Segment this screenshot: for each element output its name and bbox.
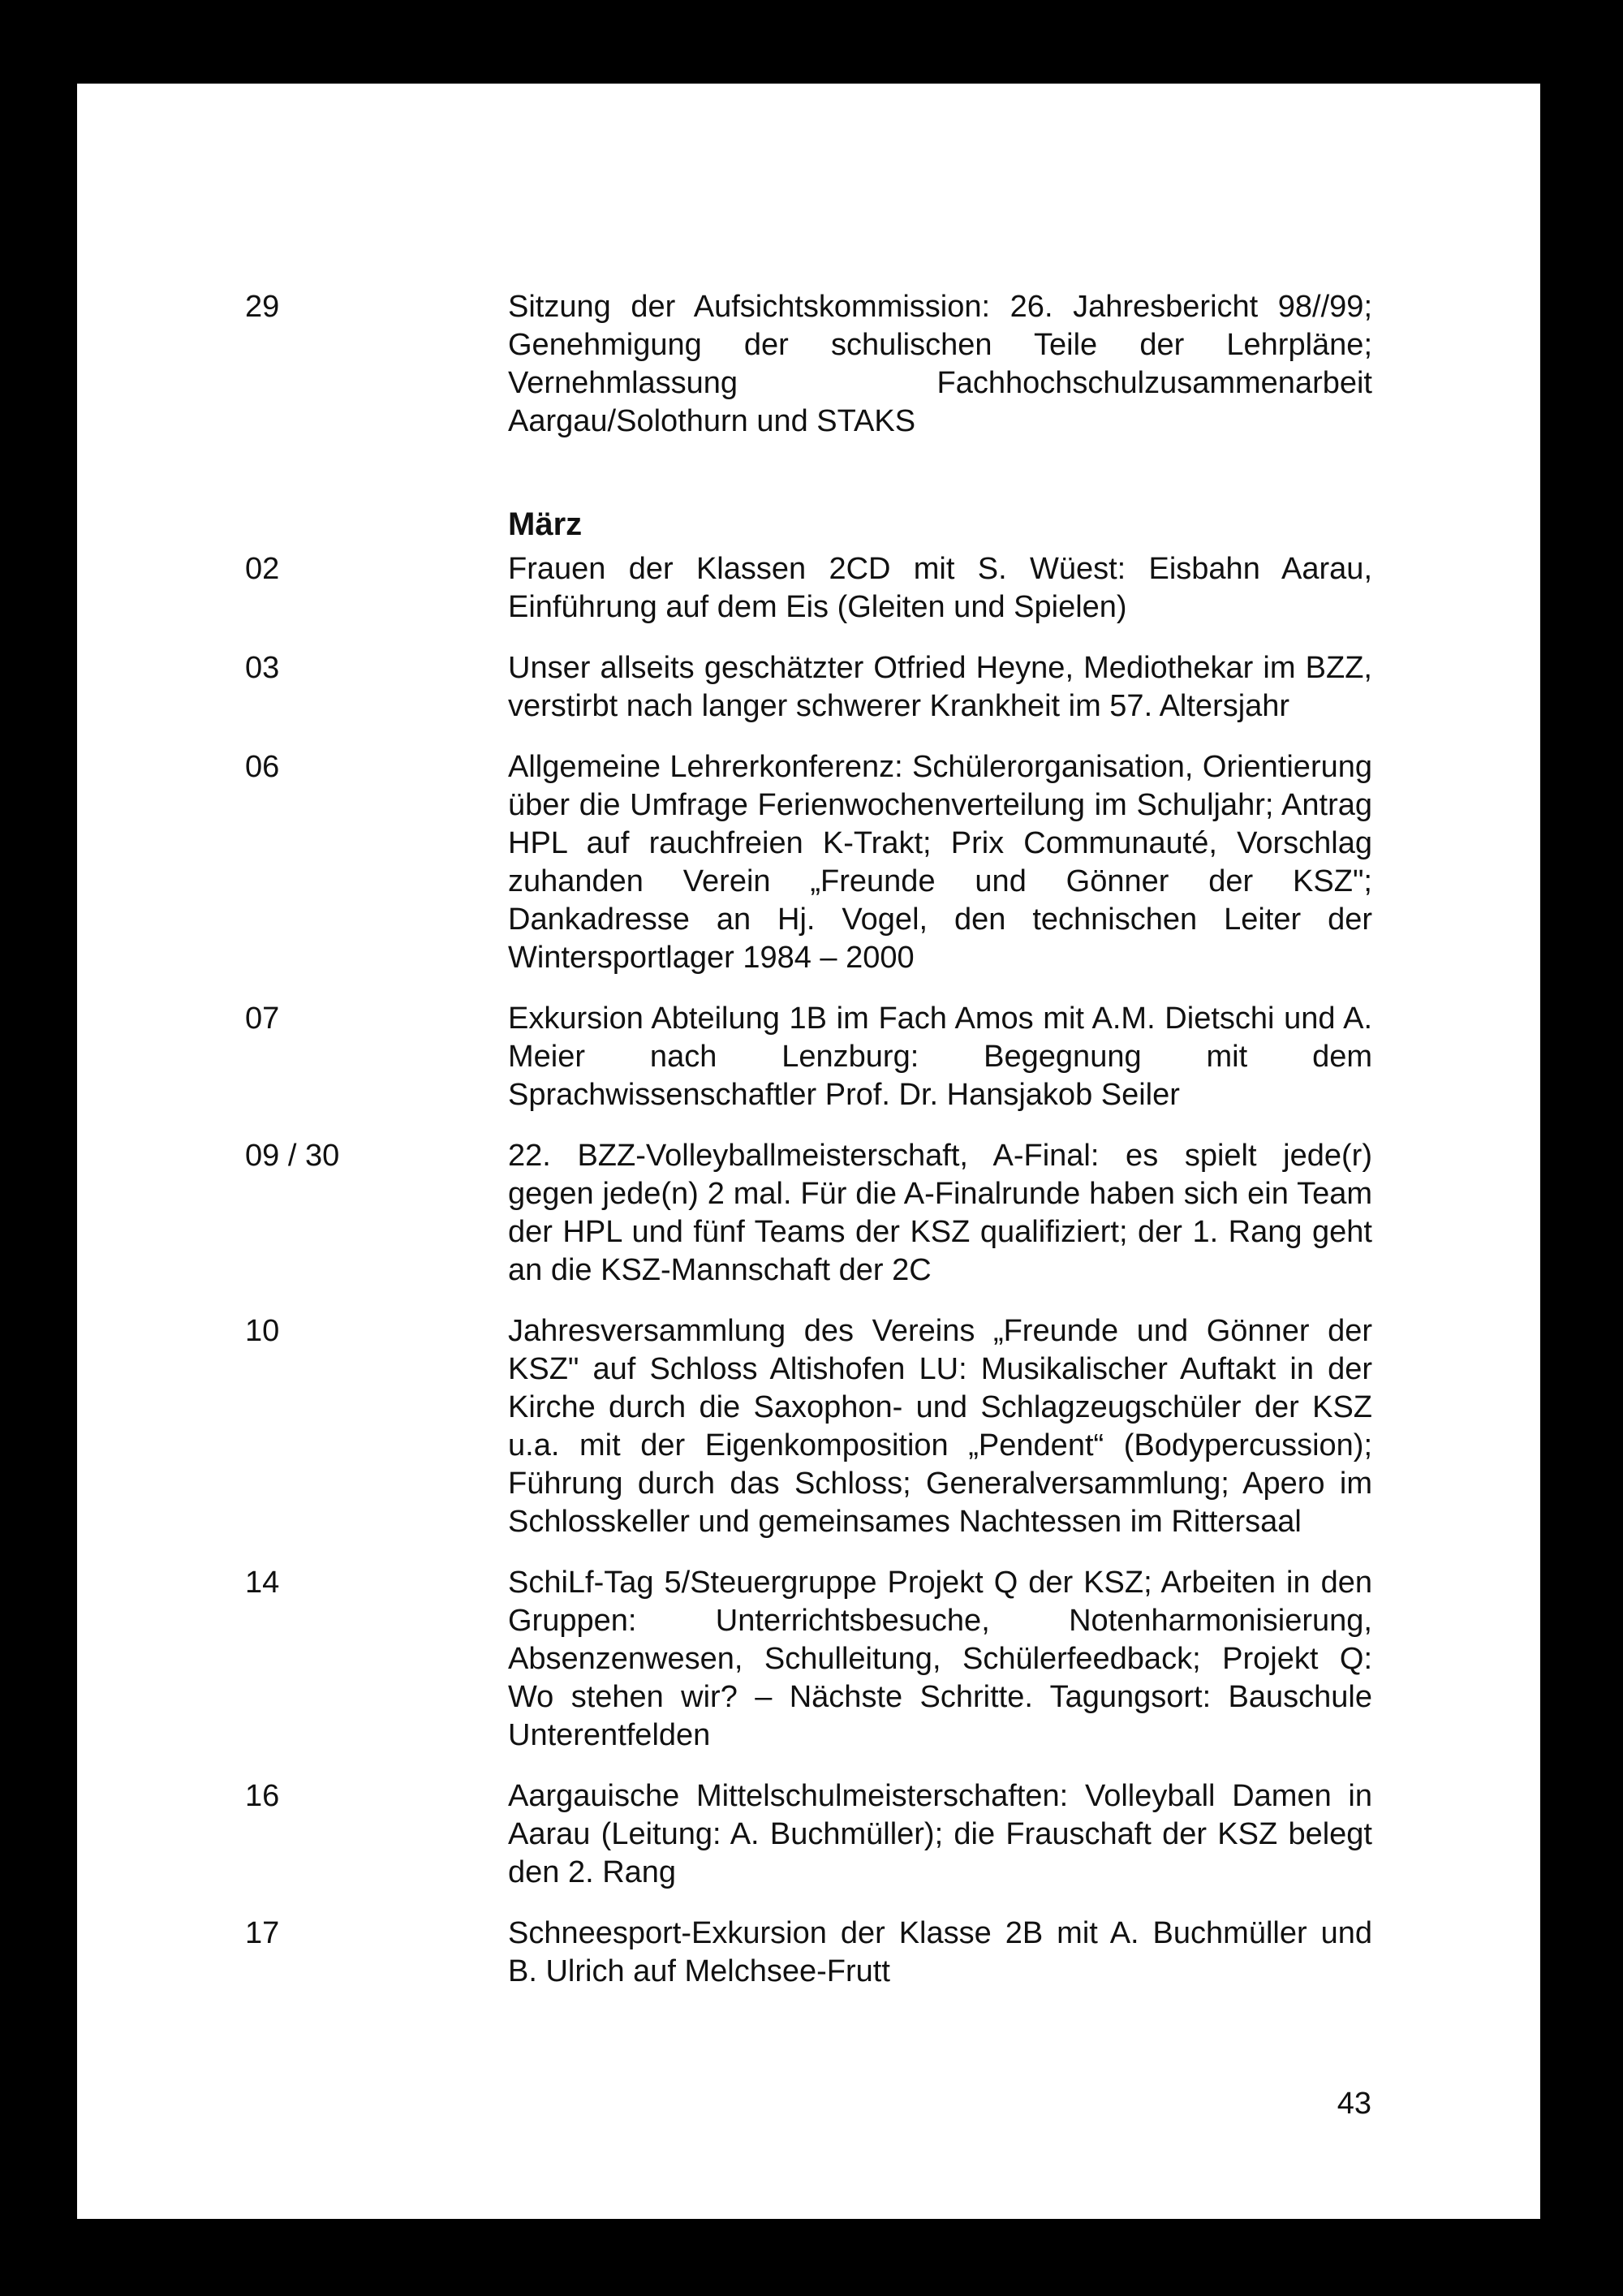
entry-date: 14	[245, 1566, 280, 1600]
entry-text: Aargauische Mittelschulmeisterschaften: Volleyball Damen in Aarau (Leitung: A. Buchmüller); die Frauschaft der KSZ belegt den 2. Rang	[508, 1779, 1372, 1889]
entry-text: Jahresversammlung des Vereins „Freunde und Gönner der KSZ" auf Schloss Altishofen LU: Musikalischer Auftakt in der Kirche durch die Saxophon- und Schlagzeugschüler der KSZ u.a. mit der Eigenkomposition „Pendent“ (Bodypercussion); Führung durch das Schloss; Generalversammlung; Apero im Schlosskeller und gemeinsames Nachtessen im Rittersaal	[508, 1314, 1372, 1539]
document-page	[77, 84, 1540, 2219]
entry-text: SchiLf-Tag 5/Steuergruppe Projekt Q der KSZ; Arbeiten in den Gruppen: Unterrichtsbesuche, Notenharmonisierung, Absenzenwesen, Schulleitung, Schülerfeedback; Projekt Q: Wo stehen wir? – Nächste Schritte. Tagungsort: Bauschule Unterentfelden	[508, 1566, 1372, 1752]
entry-date: 06	[245, 750, 280, 784]
entry-date: 03	[245, 651, 280, 685]
chronicle-entry	[77, 288, 1540, 441]
month-heading: März	[508, 506, 583, 542]
entry-text: Allgemeine Lehrerkonferenz: Schülerorganisation, Orientierung über die Umfrage Ferienwochenverteilung im Schuljahr; Antrag HPL auf rauchfreien K-Trakt; Prix Communauté, Vorschlag zuhanden Verein „Freunde und Gönner der KSZ"; Dankadresse an Hj. Vogel, den technischen Leiter der Wintersportlager 1984 – 2000	[508, 750, 1372, 975]
chronicle-entry	[77, 748, 1540, 977]
entry-date: 29	[245, 290, 280, 324]
chronicle-entry	[77, 1564, 1540, 1755]
chronicle-entry	[77, 1312, 1540, 1541]
chronicle-list	[77, 288, 1540, 1991]
chronicle-entry	[77, 649, 1540, 726]
entry-text: Sitzung der Aufsichtskommission: 26. Jahresbericht 98//99; Genehmigung der schulischen Teile der Lehrpläne; Vernehmlassung Fachhochschulzusammenarbeit Aargau/Solothurn und STAKS	[508, 290, 1372, 438]
entry-date: 17	[245, 1916, 280, 1950]
entry-text: Unser allseits geschätzter Otfried Heyne, Mediothekar im BZZ, verstirbt nach langer schwerer Krankheit im 57. Altersjahr	[508, 651, 1372, 723]
entry-text: Frauen der Klassen 2CD mit S. Wüest: Eisbahn Aarau, Einführung auf dem Eis (Gleiten und Spielen)	[508, 552, 1372, 624]
entry-text: 22. BZZ-Volleyballmeisterschaft, A-Final: es spielt jede(r) gegen jede(n) 2 mal. Für die A-Finalrunde haben sich ein Team der HPL und fünf Teams der KSZ qualifiziert; der 1. Rang geht an die KSZ-Mannschaft der 2C	[508, 1139, 1372, 1287]
entry-text: Exkursion Abteilung 1B im Fach Amos mit A.M. Dietschi und A. Meier nach Lenzburg: Begegnung mit dem Sprachwissenschaftler Prof. Dr. Hansjakob Seiler	[508, 1002, 1372, 1112]
entry-date: 10	[245, 1314, 280, 1348]
page-number: 43	[1337, 2087, 1371, 2121]
chronicle-entry	[77, 1000, 1540, 1114]
chronicle-entry	[77, 550, 1540, 627]
chronicle-entry	[77, 1137, 1540, 1290]
entry-date: 02	[245, 552, 280, 586]
entry-date: 09 / 30	[245, 1139, 340, 1173]
entry-text: Schneesport-Exkursion der Klasse 2B mit A. Buchmüller und B. Ulrich auf Melchsee-Frutt	[508, 1916, 1372, 1988]
entry-date: 16	[245, 1779, 280, 1813]
chronicle-entry	[77, 1777, 1540, 1892]
chronicle-entry	[77, 1915, 1540, 1991]
entry-date: 07	[245, 1002, 280, 1036]
